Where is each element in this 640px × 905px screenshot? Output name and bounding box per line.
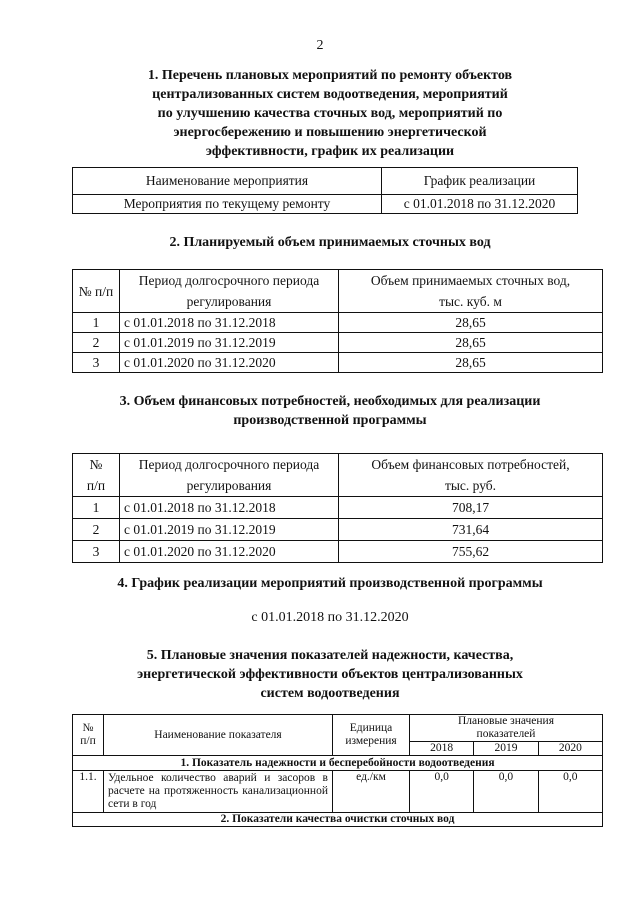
- table-row: [73, 541, 603, 563]
- year-2020: 2020: [538, 742, 602, 756]
- row-num: 3: [73, 353, 120, 373]
- col-header-schedule: График реализации: [382, 168, 578, 195]
- value-2018: 0,0: [410, 771, 474, 813]
- col-header-period: Период долгосрочного периода регулирования: [120, 270, 339, 313]
- col-header-num: № п/п: [73, 454, 120, 497]
- col-header-indicator: Наименование показателя: [104, 715, 333, 756]
- activity-schedule: с 01.01.2018 по 31.12.2020: [382, 195, 578, 214]
- col-header-unit: Единица измерения: [333, 715, 410, 756]
- row-period: с 01.01.2020 по 31.12.2020: [120, 541, 339, 563]
- section-2-title: 2. Планируемый объем принимаемых сточных вод: [169, 235, 491, 250]
- activity-name: Мероприятия по текущему ремонту: [73, 195, 382, 214]
- col-header-finance: Объем финансовых потребностей, тыс. руб.: [339, 454, 603, 497]
- table-row: [73, 313, 603, 333]
- row-period: с 01.01.2019 по 31.12.2019: [120, 333, 339, 353]
- col-header-volume: Объем принимаемых сточных вод, тыс. куб. м: [339, 270, 603, 313]
- table-header-row: [73, 168, 578, 195]
- table-row: [73, 353, 603, 373]
- table-row: [73, 771, 603, 813]
- row-period: с 01.01.2018 по 31.12.2018: [120, 313, 339, 333]
- value-2019: 0,0: [474, 771, 538, 813]
- table-row: [73, 497, 603, 519]
- col-header-period: Период долгосрочного периода регулирования: [120, 454, 339, 497]
- row-num: 2: [73, 333, 120, 353]
- group-row: [73, 756, 603, 771]
- table-header-row: [73, 454, 603, 497]
- row-finance: 731,64: [339, 519, 603, 541]
- row-period: с 01.01.2019 по 31.12.2019: [120, 519, 339, 541]
- page-number: 2: [316, 38, 324, 53]
- col-header-num: № п/п: [73, 270, 120, 313]
- col-header-num: № п/п: [73, 715, 104, 756]
- section-4-period: с 01.01.2018 по 31.12.2020: [251, 610, 409, 625]
- row-num: 1: [73, 313, 120, 333]
- col-header-activity: Наименование мероприятия: [73, 168, 382, 195]
- year-2019: 2019: [474, 742, 538, 756]
- section-2-table: [72, 269, 603, 373]
- indicator-name: Удельное количество аварий и засоров в расчете на протяженность канализационной сети в год: [104, 771, 333, 813]
- col-header-planned: Плановые значения показателей: [410, 715, 603, 742]
- row-num: 3: [73, 541, 120, 563]
- year-2018: 2018: [410, 742, 474, 756]
- group-row: [73, 813, 603, 827]
- table-row: [73, 333, 603, 353]
- group-reliability: 1. Показатель надежности и бесперебойности водоотведения: [73, 756, 603, 771]
- table-row: [73, 195, 578, 214]
- row-finance: 755,62: [339, 541, 603, 563]
- table-row: [73, 519, 603, 541]
- section-3-title: 3. Объем финансовых потребностей, необходимых для реализации производственной программы: [119, 394, 541, 428]
- row-period: с 01.01.2018 по 31.12.2018: [120, 497, 339, 519]
- section-4-title: 4. График реализации мероприятий производственной программы: [117, 576, 543, 591]
- indicator-unit: ед./км: [333, 771, 410, 813]
- value-2020: 0,0: [538, 771, 602, 813]
- table-header-row: [73, 270, 603, 313]
- row-finance: 708,17: [339, 497, 603, 519]
- group-quality: 2. Показатели качества очистки сточных вод: [73, 813, 603, 827]
- row-num: 1: [73, 497, 120, 519]
- section-3-table: [72, 453, 603, 563]
- section-1-table: [72, 167, 578, 214]
- section-5-table: [72, 714, 603, 827]
- row-volume: 28,65: [339, 313, 603, 333]
- indicator-num: 1.1.: [73, 771, 104, 813]
- section-5-title: 5. Плановые значения показателей надежности, качества, энергетической эффективности объектов централизованных систем водоотведения: [137, 648, 523, 701]
- row-volume: 28,65: [339, 333, 603, 353]
- row-num: 2: [73, 519, 120, 541]
- section-1-title: 1. Перечень плановых мероприятий по ремонту объектов централизованных систем водоотведения, мероприятий по улучшению качества сточных вод, мероприятий по энергосбережению и повышению энергетической эффективности, график их реализации: [147, 68, 513, 159]
- row-period: с 01.01.2020 по 31.12.2020: [120, 353, 339, 373]
- table-header-row: [73, 715, 603, 742]
- row-volume: 28,65: [339, 353, 603, 373]
